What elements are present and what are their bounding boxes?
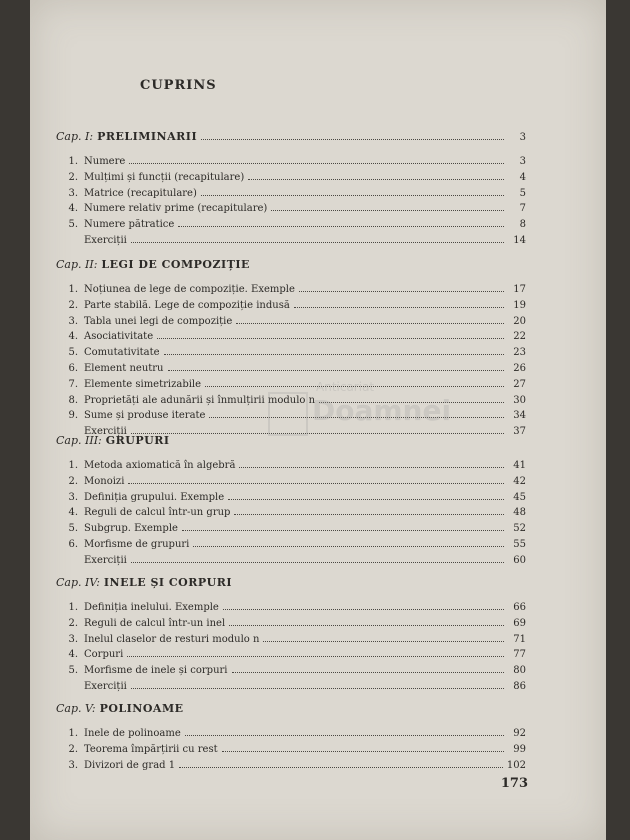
dot-leader	[223, 608, 504, 610]
entry-number: 1.	[68, 728, 78, 739]
entry-title: Element neutru	[84, 362, 164, 374]
entry-number: 4.	[68, 649, 78, 661]
entry-title: Definiția grupului. Exemple	[84, 491, 225, 503]
toc-entry[interactable]	[56, 316, 526, 332]
exercises-entry[interactable]	[56, 235, 526, 251]
entry-page-number: 52	[513, 523, 526, 535]
chapter-section	[56, 130, 526, 251]
entry-page-number: 14	[513, 234, 526, 246]
toc-entry[interactable]	[56, 300, 526, 316]
entry-page-number: 23	[513, 347, 526, 359]
entry-title: Sume și produse iterate	[84, 410, 206, 422]
page-title: CUPRINS	[140, 78, 217, 93]
chapter-section	[56, 576, 526, 697]
entry-title: Monoizi	[84, 475, 125, 487]
entry-title: Exerciții	[84, 234, 127, 246]
entry-page-number: 27	[513, 378, 526, 390]
entry-page-number: 45	[513, 491, 526, 503]
entry-list	[56, 156, 526, 251]
toc-entry[interactable]	[56, 649, 526, 665]
entry-number: 8.	[68, 394, 78, 406]
dot-leader	[299, 290, 504, 292]
dot-leader	[168, 369, 505, 371]
entry-title: Exerciții	[84, 554, 127, 566]
entry-title: Numere relativ prime (recapitulare)	[84, 203, 268, 215]
dot-leader	[182, 529, 504, 531]
entry-title: Divizori de grad 1	[84, 759, 176, 771]
dot-leader	[248, 178, 504, 180]
dot-leader	[131, 687, 504, 689]
toc-entry[interactable]	[56, 203, 526, 219]
entry-title: Inele de polinoame	[84, 728, 181, 739]
entry-page-number: 92	[513, 728, 526, 739]
entry-page-number: 3	[519, 156, 526, 167]
entry-page-number: 22	[513, 331, 526, 343]
dot-leader	[239, 466, 504, 468]
entry-title: Numere pătratice	[84, 219, 175, 231]
entry-title: Definiția inelului. Exemple	[84, 602, 219, 613]
entry-number: 2.	[68, 475, 78, 487]
entry-title: Elemente simetrizabile	[84, 378, 202, 390]
entry-page-number: 48	[513, 507, 526, 519]
entry-title: Asociativitate	[84, 331, 154, 343]
entry-title: Proprietăți ale adunării și înmulțirii modulo n	[84, 394, 316, 406]
entry-page-number: 99	[513, 743, 526, 755]
dot-leader	[263, 640, 504, 642]
entry-title: Exerciții	[84, 426, 127, 438]
entry-page-number: 77	[513, 649, 526, 661]
entry-page-number: 17	[513, 284, 526, 295]
entry-number: 5.	[68, 523, 78, 535]
chapter-title: POLINOAME	[99, 702, 184, 715]
entry-number: 4.	[68, 203, 78, 215]
chapter-section	[56, 434, 526, 571]
toc-entry[interactable]	[56, 284, 526, 300]
chapter-number: Cap. II:	[56, 258, 98, 271]
book-page	[30, 0, 606, 840]
entry-title: Reguli de calcul într-un grup	[84, 507, 231, 519]
dot-leader	[236, 322, 504, 324]
entry-number: 3.	[68, 491, 78, 503]
entry-title: Matrice (recapitulare)	[84, 187, 197, 199]
entry-title: Exerciții	[84, 680, 127, 692]
chapter-section	[56, 702, 526, 775]
toc-entry[interactable]	[56, 744, 526, 760]
dot-leader	[179, 766, 503, 768]
entry-page-number: 20	[513, 315, 526, 327]
dot-leader	[271, 209, 504, 211]
dot-leader	[164, 353, 504, 355]
entry-number: 1.	[68, 156, 78, 167]
entry-number: 5.	[68, 347, 78, 359]
entry-title: Inelul claselor de resturi modulo n	[84, 633, 260, 645]
toc-entry[interactable]	[56, 618, 526, 634]
toc-entry[interactable]	[56, 507, 526, 523]
entry-title: Morfisme de inele și corpuri	[84, 665, 228, 677]
entry-page-number: 86	[513, 680, 526, 692]
dot-leader	[129, 162, 504, 164]
chapter-heading[interactable]	[56, 130, 526, 146]
entry-title: Numere	[84, 156, 126, 167]
toc-entry[interactable]	[56, 523, 526, 539]
exercises-entry[interactable]	[56, 555, 526, 571]
chapter-heading[interactable]	[56, 258, 526, 274]
toc-entry[interactable]	[56, 460, 526, 476]
chapter-title: GRUPURI	[105, 434, 170, 447]
entry-page-number: 8	[519, 219, 526, 231]
dot-leader	[178, 225, 504, 227]
dot-leader	[157, 337, 504, 339]
watermark-logo	[268, 392, 308, 436]
entry-title: Reguli de calcul într-un inel	[84, 617, 226, 629]
dot-leader	[222, 750, 504, 752]
chapter-title: INELE ȘI CORPURI	[103, 576, 232, 589]
dot-leader	[201, 194, 504, 196]
toc-entry[interactable]	[56, 539, 526, 555]
entry-number: 6.	[68, 538, 78, 550]
page-number: 173	[500, 776, 528, 791]
dot-leader	[229, 624, 504, 626]
entry-page-number: 69	[513, 617, 526, 629]
chapter-heading[interactable]	[56, 576, 526, 592]
entry-list	[56, 460, 526, 571]
toc-entry[interactable]	[56, 219, 526, 235]
toc-entry[interactable]	[56, 331, 526, 347]
watermark	[268, 378, 452, 438]
dot-leader	[228, 498, 504, 500]
entry-number: 1.	[68, 602, 78, 613]
entry-title: Corpuri	[84, 649, 124, 661]
entry-number: 5.	[68, 665, 78, 677]
entry-page-number: 26	[513, 362, 526, 374]
toc-entry[interactable]	[56, 363, 526, 379]
entry-page-number: 60	[513, 554, 526, 566]
entry-number: 2.	[68, 617, 78, 629]
entry-number: 5.	[68, 219, 78, 231]
entry-number: 7.	[68, 378, 78, 390]
dot-leader	[232, 671, 504, 673]
entry-page-number: 80	[513, 665, 526, 677]
dot-leader	[185, 734, 504, 736]
toc-entry[interactable]	[56, 728, 526, 744]
entry-number: 3.	[68, 633, 78, 645]
entry-title: Morfisme de grupuri	[84, 538, 190, 550]
entry-number: 2.	[68, 171, 78, 183]
entry-page-number: 102	[506, 759, 526, 771]
toc-entry[interactable]	[56, 172, 526, 188]
entry-page-number: 19	[513, 299, 526, 311]
dot-leader	[201, 138, 504, 140]
entry-page-number: 42	[513, 475, 526, 487]
chapter-number: Cap. I:	[56, 130, 94, 143]
entry-title: Comutativitate	[84, 347, 160, 359]
entry-number: 1.	[68, 284, 78, 295]
chapter-title: LEGI DE COMPOZIȚIE	[101, 258, 250, 271]
dot-leader	[193, 545, 504, 547]
entry-number: 4.	[68, 507, 78, 519]
entry-page-number: 55	[513, 538, 526, 550]
toc-entry[interactable]	[56, 760, 526, 776]
chapter-heading[interactable]	[56, 702, 526, 718]
toc-entry[interactable]	[56, 347, 526, 363]
chapter-number: Cap. III:	[56, 434, 102, 447]
toc-entry[interactable]	[56, 476, 526, 492]
toc-entry[interactable]	[56, 602, 526, 618]
entry-title: Teorema împărțirii cu rest	[84, 743, 218, 755]
dot-leader	[127, 655, 504, 657]
dot-leader	[128, 482, 504, 484]
entry-page-number: 4	[519, 171, 526, 183]
chapter-number: Cap. IV:	[56, 576, 100, 589]
entry-title: Tabla unei legi de compoziție	[84, 315, 233, 327]
dot-leader	[294, 306, 504, 308]
entry-page-number: 71	[513, 633, 526, 645]
entry-page-number: 7	[519, 203, 526, 215]
entry-title: Noțiunea de lege de compoziție. Exemple	[84, 284, 295, 295]
entry-number: 9.	[68, 410, 78, 422]
watermark-line2: Doamnei	[312, 394, 452, 427]
dot-leader	[234, 513, 504, 515]
entry-title: Subgrup. Exemple	[84, 523, 178, 535]
dot-leader	[131, 561, 504, 563]
entry-list	[56, 728, 526, 775]
entry-number: 2.	[68, 743, 78, 755]
entry-number: 6.	[68, 362, 78, 374]
watermark-line1: Anticariat	[316, 380, 375, 394]
toc-entry[interactable]	[56, 665, 526, 681]
entry-number: 3.	[68, 759, 78, 771]
entry-number: 4.	[68, 331, 78, 343]
chapter-page-number: 3	[519, 132, 526, 143]
entry-number: 3.	[68, 315, 78, 327]
toc-entry[interactable]	[56, 492, 526, 508]
chapter-title: PRELIMINARII	[97, 130, 198, 143]
entry-page-number: 37	[513, 426, 526, 438]
toc-entry[interactable]	[56, 188, 526, 204]
entry-number: 1.	[68, 460, 78, 471]
entry-number: 3.	[68, 187, 78, 199]
entry-list	[56, 602, 526, 697]
entry-page-number: 30	[513, 394, 526, 406]
chapter-number: Cap. V:	[56, 702, 96, 715]
exercises-entry[interactable]	[56, 681, 526, 697]
toc-entry[interactable]	[56, 156, 526, 172]
dot-leader	[131, 241, 504, 243]
entry-page-number: 5	[519, 187, 526, 199]
entry-page-number: 34	[513, 410, 526, 422]
entry-title: Metoda axiomatică în algebră	[84, 460, 236, 471]
entry-page-number: 66	[513, 602, 526, 613]
entry-title: Mulțimi și funcții (recapitulare)	[84, 171, 245, 183]
entry-number: 2.	[68, 299, 78, 311]
entry-page-number: 41	[513, 460, 526, 471]
toc-entry[interactable]	[56, 634, 526, 650]
entry-title: Parte stabilă. Lege de compoziție indusă	[84, 299, 290, 311]
